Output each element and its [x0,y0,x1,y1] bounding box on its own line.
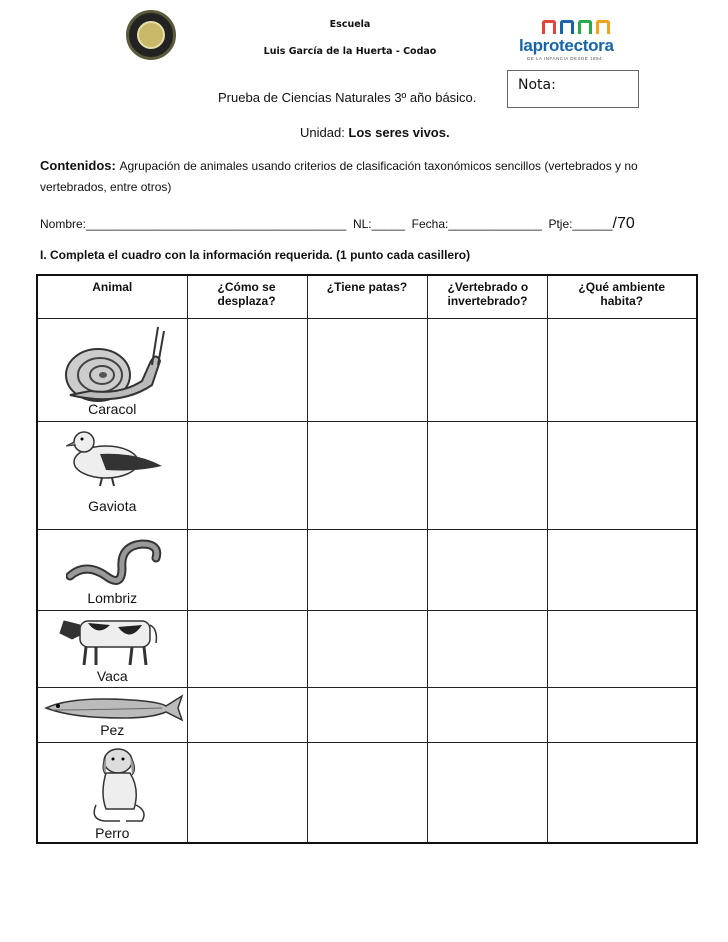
logo-text: laprotectora [519,36,614,55]
animal-cell-caracol [37,319,187,422]
animal-cell-pez [37,688,187,743]
answer-cell[interactable] [427,319,547,422]
table-row [37,422,697,530]
form-fields: Nombre:_______________________________________ NL:_____ Fecha:______________ Ptje:______ [40,217,613,231]
answer-cell[interactable] [547,688,697,743]
answer-cell[interactable] [427,611,547,688]
grade-box[interactable] [507,70,639,108]
answer-cell[interactable] [307,743,427,843]
table-row [37,530,697,611]
header-legs: ¿Tiene patas? [307,275,427,319]
answer-cell[interactable] [427,743,547,843]
table-row [37,743,697,843]
answer-cell[interactable] [187,688,307,743]
answer-cell[interactable] [547,422,697,530]
animal-name: Lombriz [87,590,138,606]
answer-cell[interactable] [427,530,547,611]
answer-cell[interactable] [547,319,697,422]
answer-cell[interactable] [307,319,427,422]
answer-cell[interactable] [307,530,427,611]
exam-title: Prueba de Ciencias Naturales 3º año básico. [218,90,477,105]
animal-name: Pez [100,722,125,738]
school-label: Escuela [329,19,371,30]
animal-cell-perro [37,743,187,843]
seagull-icon [66,426,166,488]
animal-cell-lombriz [37,530,187,611]
fish-icon [42,694,184,722]
answer-cell[interactable] [547,743,697,843]
school-name: Luis García de la Huerta - Codao [263,46,437,57]
header-habitat: ¿Qué ambiente habita? [547,275,697,319]
animal-name: Perro [95,825,130,841]
table-row [37,319,697,422]
logo-tagline: DE LA INFANCIA DESDE 1894 [527,56,603,61]
answer-cell[interactable] [187,611,307,688]
table-header-row [37,275,697,319]
school-seal-icon [126,10,176,60]
header-animal: Animal [37,275,187,319]
answer-cell[interactable] [547,611,697,688]
answer-cell[interactable] [547,530,697,611]
score-total: /70 [612,215,635,232]
answer-cell[interactable] [427,688,547,743]
animal-name: Gaviota [88,498,137,514]
answer-cell[interactable] [187,422,307,530]
answer-cell[interactable] [187,530,307,611]
worm-icon [66,532,166,590]
contents-text-2: vertebrados, entre otros) [40,180,172,194]
table-row [37,688,697,743]
answer-cell[interactable] [307,611,427,688]
unit-value: Los seres vivos. [348,125,450,140]
unit-line [300,125,450,140]
answer-cell[interactable] [187,743,307,843]
header-movement: ¿Cómo se desplaza? [187,275,307,319]
contents-text: Agrupación de animales usando criterios de clasificación taxonómicos sencillos (vertebrados y no [119,159,638,173]
animal-cell-vaca [37,611,187,688]
table-row [37,611,697,688]
animal-table [36,274,698,844]
answer-cell[interactable] [307,422,427,530]
contents [40,158,690,173]
student-info-line[interactable] [40,215,635,233]
animal-name: Vaca [96,668,128,684]
instruction: I. Completa el cuadro con la información requerida. (1 punto cada casillero) [40,248,471,262]
unit-label: Unidad: [300,125,349,140]
grade-label: Nota: [518,77,556,93]
snail-icon [60,321,170,403]
dog-icon [76,745,156,825]
cow-icon [58,613,166,667]
contents-label: Contenidos: [40,158,120,173]
header-vertebrate: ¿Vertebrado o invertebrado? [427,275,547,319]
answer-cell[interactable] [307,688,427,743]
animal-name: Caracol [88,401,137,417]
answer-cell[interactable] [187,319,307,422]
animal-cell-gaviota [37,422,187,530]
answer-cell[interactable] [427,422,547,530]
